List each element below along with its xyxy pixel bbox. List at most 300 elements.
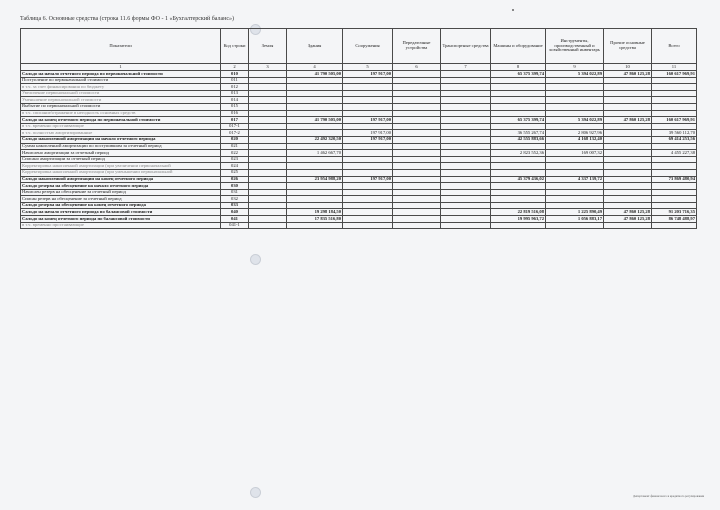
value-cell	[441, 189, 491, 196]
value-cell	[652, 123, 697, 130]
row-label: Начислен резерв на обесценение за отчетный период	[21, 189, 221, 196]
value-cell	[287, 110, 343, 117]
value-cell	[604, 183, 652, 190]
value-cell	[604, 156, 652, 163]
value-cell: 1 056 883,17	[546, 216, 604, 223]
value-cell	[546, 222, 604, 229]
value-cell	[652, 169, 697, 176]
column-number-row	[21, 64, 697, 71]
value-cell: 1 462 667,70	[287, 150, 343, 157]
row-label: в т.ч. полностью амортизированные	[21, 130, 221, 137]
value-cell	[441, 183, 491, 190]
value-cell: 91 203 716,35	[652, 209, 697, 216]
table-row	[21, 189, 697, 196]
value-cell	[249, 216, 287, 223]
table-row	[21, 163, 697, 170]
row-label: в т.ч. временно простаивающие	[21, 222, 221, 229]
column-header: Сооружения	[343, 29, 393, 64]
value-cell	[546, 183, 604, 190]
value-cell	[546, 90, 604, 97]
value-cell	[393, 176, 441, 183]
column-header: Инструменты, производственный и хозяйственный инвентарь	[546, 29, 604, 64]
value-cell	[343, 163, 393, 170]
value-cell	[546, 143, 604, 150]
value-cell	[491, 196, 546, 203]
value-cell: 47 860 125,28	[604, 117, 652, 124]
value-cell	[249, 123, 287, 130]
value-cell	[652, 103, 697, 110]
value-cell	[287, 202, 343, 209]
value-cell: 160 617 969,91	[652, 71, 697, 78]
value-cell: 36 555 267,74	[491, 130, 546, 137]
row-code: 017-1	[221, 123, 249, 130]
value-cell	[249, 189, 287, 196]
value-cell	[652, 189, 697, 196]
column-number: 5	[343, 64, 393, 71]
value-cell	[393, 196, 441, 203]
value-cell	[604, 97, 652, 104]
fixed-assets-table	[20, 28, 697, 229]
value-cell	[287, 84, 343, 91]
punch-hole-icon	[250, 487, 261, 498]
table-row	[21, 123, 697, 130]
row-code: 011	[221, 77, 249, 84]
value-cell	[491, 123, 546, 130]
value-cell	[249, 71, 287, 78]
value-cell	[287, 222, 343, 229]
value-cell	[441, 156, 491, 163]
table-row	[21, 77, 697, 84]
value-cell	[604, 196, 652, 203]
value-cell: 197 917,00	[343, 136, 393, 143]
column-header: Здания	[287, 29, 343, 64]
column-header: Передаточные устройства	[393, 29, 441, 64]
value-cell	[491, 169, 546, 176]
column-number: 1	[21, 64, 221, 71]
column-number: 10	[604, 64, 652, 71]
column-number: 6	[393, 64, 441, 71]
value-cell	[604, 84, 652, 91]
value-cell	[249, 103, 287, 110]
value-cell	[652, 84, 697, 91]
scan-speck	[512, 9, 514, 11]
value-cell	[546, 77, 604, 84]
value-cell	[249, 130, 287, 137]
value-cell	[604, 130, 652, 137]
column-header: Земля	[249, 29, 287, 64]
value-cell	[604, 169, 652, 176]
value-cell: 197 917,00	[343, 117, 393, 124]
value-cell	[343, 169, 393, 176]
value-cell: 47 860 125,28	[604, 71, 652, 78]
value-cell	[604, 150, 652, 157]
value-cell	[393, 136, 441, 143]
value-cell	[393, 150, 441, 157]
column-number: 4	[287, 64, 343, 71]
value-cell: 41 790 505,00	[287, 117, 343, 124]
value-cell	[287, 156, 343, 163]
value-cell: 4 168 132,40	[546, 136, 604, 143]
row-label: в т.ч. временно простаивающие	[21, 123, 221, 130]
column-header: Всего	[652, 29, 697, 64]
value-cell: 22 492 320,50	[287, 136, 343, 143]
value-cell	[546, 196, 604, 203]
row-label: Сальдо резерва на обесценение на конец отчетного периода	[21, 202, 221, 209]
value-cell	[441, 117, 491, 124]
row-label: Сальдо накопленной амортизации на начало отчетного периода	[21, 136, 221, 143]
value-cell	[343, 84, 393, 91]
value-cell	[652, 156, 697, 163]
row-label: Списан резерв на обесценение за отчетный период	[21, 196, 221, 203]
table-row	[21, 130, 697, 137]
value-cell	[343, 202, 393, 209]
table-row	[21, 97, 697, 104]
value-cell	[491, 183, 546, 190]
value-cell	[249, 150, 287, 157]
value-cell	[441, 222, 491, 229]
row-code: 012	[221, 84, 249, 91]
row-label: Уменьшение первоначальной стоимости	[21, 97, 221, 104]
value-cell	[249, 176, 287, 183]
column-header: Машины и оборудование	[491, 29, 546, 64]
row-label: Сальдо накопленной амортизации на конец отчетного периода	[21, 176, 221, 183]
table-row	[21, 202, 697, 209]
table-row	[21, 84, 697, 91]
table-caption: Таблица 6. Основные средства (строка 11.6 формы ФО - 1 «Бухгалтерский баланс»)	[20, 16, 235, 22]
value-cell	[441, 176, 491, 183]
value-cell	[491, 77, 546, 84]
value-cell	[249, 202, 287, 209]
value-cell	[343, 222, 393, 229]
value-cell	[287, 77, 343, 84]
row-code: 032	[221, 196, 249, 203]
value-cell	[287, 130, 343, 137]
value-cell	[249, 156, 287, 163]
row-label: Сумма накопленной амортизации по поступившим за отчетный период	[21, 143, 221, 150]
value-cell	[441, 84, 491, 91]
value-cell	[441, 97, 491, 104]
value-cell	[249, 143, 287, 150]
row-code: 013	[221, 90, 249, 97]
value-cell	[249, 117, 287, 124]
value-cell	[441, 110, 491, 117]
value-cell	[249, 84, 287, 91]
row-label: Поступление по первоначальной стоимости	[21, 77, 221, 84]
row-label: в т.ч. списание/отражение в негодность основных средств	[21, 110, 221, 117]
table-row	[21, 103, 697, 110]
row-label: Сальдо на конец отчетного периода по первоначальной стоимости	[21, 117, 221, 124]
value-cell	[343, 143, 393, 150]
row-code: 022	[221, 150, 249, 157]
column-header: Код строки	[221, 29, 249, 64]
row-code: 016	[221, 110, 249, 117]
value-cell	[343, 97, 393, 104]
value-cell	[287, 143, 343, 150]
value-cell	[441, 123, 491, 130]
value-cell	[491, 110, 546, 117]
table-row	[21, 71, 697, 78]
value-cell	[604, 110, 652, 117]
row-label: Сальдо на начало отчетного периода по первоначальной стоимости	[21, 71, 221, 78]
footer-note: Департамент финансового и кредитного регулирования	[632, 494, 704, 498]
value-cell: 69 414 253,56	[652, 136, 697, 143]
value-cell: 169 007,32	[546, 150, 604, 157]
value-cell	[287, 169, 343, 176]
value-cell: 160 617 969,91	[652, 117, 697, 124]
column-number: 3	[249, 64, 287, 71]
value-cell: 197 917,00	[343, 130, 393, 137]
value-cell: 86 748 488,97	[652, 216, 697, 223]
value-cell	[393, 97, 441, 104]
row-label: Корректировка накопленной амортизации (при увеличении первоначальной	[21, 163, 221, 170]
value-cell	[604, 143, 652, 150]
value-cell: 47 860 125,28	[604, 209, 652, 216]
value-cell	[287, 97, 343, 104]
value-cell	[491, 90, 546, 97]
value-cell	[393, 130, 441, 137]
value-cell: 39 560 112,70	[652, 130, 697, 137]
row-code: 033	[221, 202, 249, 209]
row-label: в т.ч. за счет финансирования по бюджету	[21, 84, 221, 91]
row-code: 031	[221, 189, 249, 196]
value-cell: 65 375 399,74	[491, 71, 546, 78]
value-cell	[249, 169, 287, 176]
value-cell	[546, 97, 604, 104]
value-cell	[604, 123, 652, 130]
value-cell	[393, 209, 441, 216]
value-cell	[393, 183, 441, 190]
column-number: 2	[221, 64, 249, 71]
value-cell	[393, 189, 441, 196]
value-cell	[393, 123, 441, 130]
value-cell	[652, 90, 697, 97]
value-cell	[604, 163, 652, 170]
table-row	[21, 183, 697, 190]
value-cell	[546, 169, 604, 176]
table-row	[21, 156, 697, 163]
value-cell	[393, 222, 441, 229]
value-cell: 65 375 399,74	[491, 117, 546, 124]
value-cell	[652, 196, 697, 203]
value-cell	[652, 163, 697, 170]
value-cell	[287, 189, 343, 196]
row-label: Корректировка накопленной амортизации (при уменьшении первоначальной	[21, 169, 221, 176]
value-cell	[604, 189, 652, 196]
row-code: 010	[221, 71, 249, 78]
table-row	[21, 209, 697, 216]
value-cell	[343, 216, 393, 223]
value-cell	[249, 97, 287, 104]
column-number: 7	[441, 64, 491, 71]
row-label: Сальдо резерва на обесценение на начало отчетного периода	[21, 183, 221, 190]
value-cell	[343, 103, 393, 110]
value-cell	[287, 196, 343, 203]
value-cell	[249, 196, 287, 203]
value-cell	[546, 202, 604, 209]
row-code: 041-1	[221, 222, 249, 229]
value-cell	[491, 202, 546, 209]
value-cell: 2 823 552,36	[491, 150, 546, 157]
table-row	[21, 110, 697, 117]
value-cell: 23 954 988,20	[287, 176, 343, 183]
value-cell	[546, 163, 604, 170]
value-cell	[249, 163, 287, 170]
row-code: 040	[221, 209, 249, 216]
value-cell	[441, 90, 491, 97]
value-cell	[287, 103, 343, 110]
row-code: 021	[221, 143, 249, 150]
value-cell	[393, 77, 441, 84]
value-cell	[249, 77, 287, 84]
row-code: 041	[221, 216, 249, 223]
value-cell: 17 835 516,80	[287, 216, 343, 223]
value-cell	[546, 156, 604, 163]
value-cell	[441, 143, 491, 150]
value-cell: 19 995 963,72	[491, 216, 546, 223]
value-cell: 5 394 022,89	[546, 71, 604, 78]
value-cell	[393, 103, 441, 110]
value-cell	[287, 163, 343, 170]
value-cell: 2 806 927,96	[546, 130, 604, 137]
value-cell: 22 819 516,08	[491, 209, 546, 216]
value-cell: 41 790 505,00	[287, 71, 343, 78]
value-cell	[343, 77, 393, 84]
row-code: 015	[221, 103, 249, 110]
value-cell: 5 394 022,89	[546, 117, 604, 124]
value-cell	[652, 110, 697, 117]
value-cell	[343, 150, 393, 157]
value-cell	[343, 110, 393, 117]
row-code: 025	[221, 169, 249, 176]
value-cell	[343, 183, 393, 190]
table-row	[21, 222, 697, 229]
table-row	[21, 143, 697, 150]
value-cell	[287, 123, 343, 130]
column-number: 8	[491, 64, 546, 71]
value-cell: 4 337 139,72	[546, 176, 604, 183]
value-cell	[343, 123, 393, 130]
value-cell	[249, 90, 287, 97]
value-cell	[546, 103, 604, 110]
value-cell: 45 379 436,02	[491, 176, 546, 183]
column-number: 9	[546, 64, 604, 71]
row-label: Выбытие по первоначальной стоимости	[21, 103, 221, 110]
value-cell	[652, 143, 697, 150]
value-cell	[287, 90, 343, 97]
value-cell	[343, 189, 393, 196]
table-row	[21, 196, 697, 203]
value-cell	[604, 176, 652, 183]
table-row	[21, 216, 697, 223]
table-row	[21, 90, 697, 97]
value-cell	[393, 169, 441, 176]
value-cell	[604, 136, 652, 143]
value-cell	[441, 216, 491, 223]
row-label: Сальдо на начало отчетного периода по балансовой стоимости	[21, 209, 221, 216]
table-row	[21, 176, 697, 183]
value-cell	[546, 84, 604, 91]
value-cell	[287, 183, 343, 190]
value-cell	[441, 71, 491, 78]
value-cell	[604, 103, 652, 110]
value-cell	[441, 202, 491, 209]
value-cell	[441, 196, 491, 203]
value-cell	[393, 216, 441, 223]
column-header: Транспортные средства	[441, 29, 491, 64]
row-code: 020	[221, 136, 249, 143]
value-cell	[343, 209, 393, 216]
value-cell	[441, 77, 491, 84]
table-row	[21, 169, 697, 176]
table-row	[21, 150, 697, 157]
value-cell	[491, 84, 546, 91]
value-cell	[393, 156, 441, 163]
value-cell	[343, 196, 393, 203]
value-cell	[652, 183, 697, 190]
value-cell	[546, 123, 604, 130]
column-number: 11	[652, 64, 697, 71]
value-cell	[249, 136, 287, 143]
value-cell	[491, 163, 546, 170]
value-cell	[604, 202, 652, 209]
value-cell	[491, 143, 546, 150]
value-cell	[491, 97, 546, 104]
value-cell	[491, 103, 546, 110]
value-cell	[441, 150, 491, 157]
value-cell	[343, 90, 393, 97]
value-cell	[393, 90, 441, 97]
value-cell	[546, 110, 604, 117]
value-cell	[393, 163, 441, 170]
value-cell	[652, 202, 697, 209]
value-cell	[546, 189, 604, 196]
value-cell: 47 860 125,28	[604, 216, 652, 223]
row-label: Увеличение первоначальной стоимости	[21, 90, 221, 97]
value-cell	[393, 143, 441, 150]
value-cell: 197 917,00	[343, 176, 393, 183]
table-header-row	[21, 29, 697, 64]
value-cell	[604, 77, 652, 84]
value-cell	[441, 130, 491, 137]
value-cell: 1 225 890,49	[546, 209, 604, 216]
value-cell	[393, 84, 441, 91]
value-cell: 4 455 227,38	[652, 150, 697, 157]
punch-hole-icon	[250, 254, 261, 265]
row-code: 017-2	[221, 130, 249, 137]
value-cell	[441, 209, 491, 216]
table-row	[21, 136, 697, 143]
value-cell	[604, 90, 652, 97]
value-cell	[393, 117, 441, 124]
value-cell	[652, 222, 697, 229]
value-cell	[393, 110, 441, 117]
value-cell: 73 869 480,94	[652, 176, 697, 183]
row-label: Начислено амортизации за отчетный период	[21, 150, 221, 157]
value-cell	[652, 77, 697, 84]
value-cell	[441, 136, 491, 143]
value-cell	[249, 222, 287, 229]
row-code: 023	[221, 156, 249, 163]
value-cell	[249, 209, 287, 216]
row-code: 017	[221, 117, 249, 124]
value-cell	[604, 222, 652, 229]
value-cell	[491, 222, 546, 229]
value-cell: 42 555 883,66	[491, 136, 546, 143]
value-cell	[652, 97, 697, 104]
value-cell: 19 298 184,50	[287, 209, 343, 216]
value-cell: 197 917,00	[343, 71, 393, 78]
column-header: Прочие основные средства	[604, 29, 652, 64]
